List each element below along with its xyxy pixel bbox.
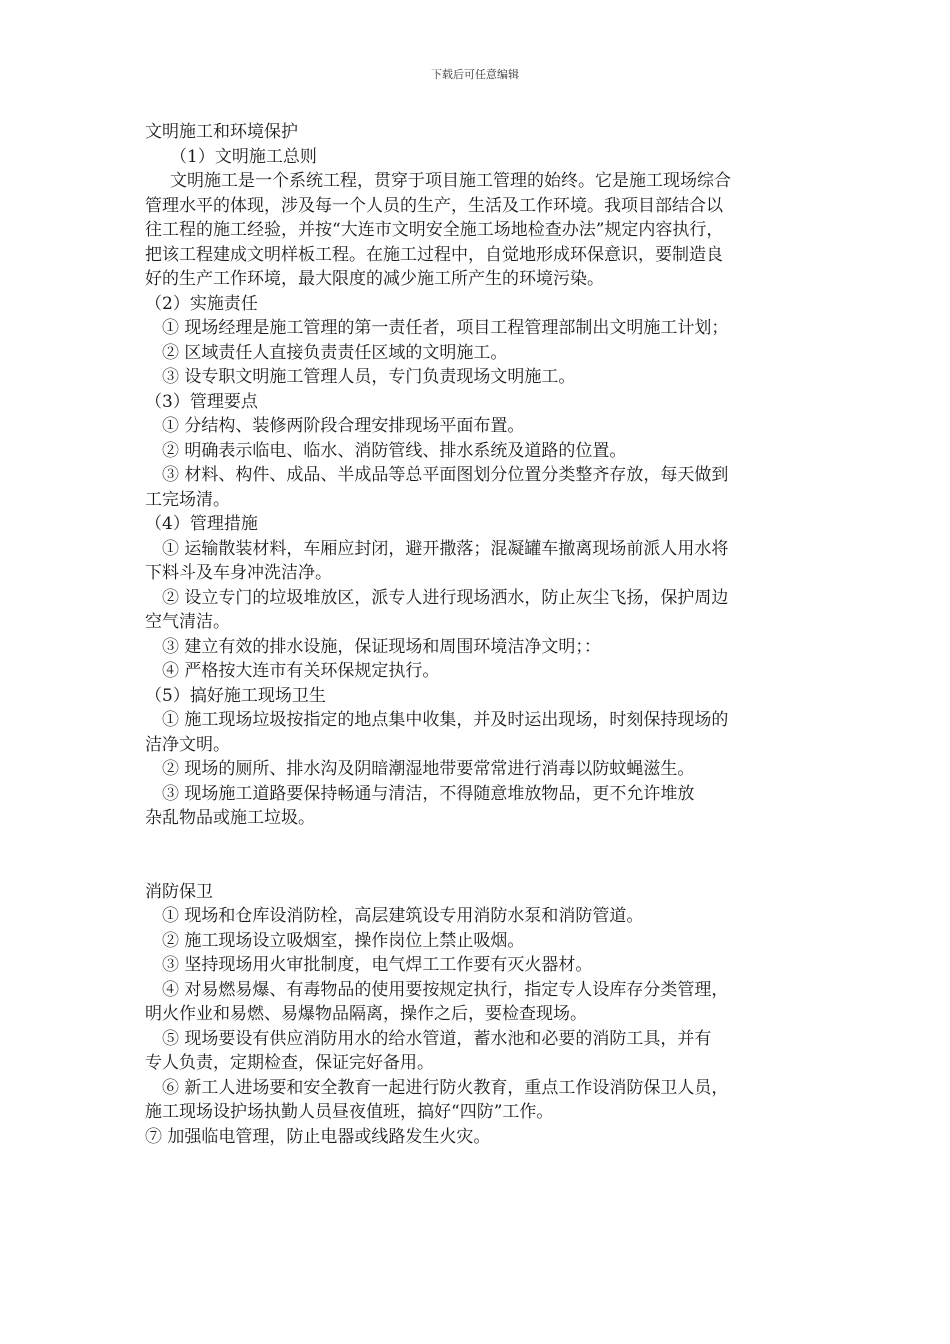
list-item-continuation: 洁净文明。 (145, 734, 230, 755)
list-item: ③ 现场施工道路要保持畅通与清洁，不得随意堆放物品，更不允许堆放 (162, 783, 695, 804)
list-item: ① 分结构、装修两阶段合理安排现场平面布置。 (162, 416, 525, 436)
list-item: ③ 材料、构件、成品、半成品等总平面图划分位置分类整齐存放，每天做到 (162, 465, 729, 485)
paragraph-line: 把该工程建成文明样板工程。在施工过程中，自觉地形成环保意识，要制造良 (145, 244, 723, 265)
subsection-heading: （5）搞好施工现场卫生 (145, 685, 326, 706)
list-item-continuation: 工完场清。 (145, 489, 230, 510)
list-item: ① 现场和仓库设消防栓，高层建筑设专用消防水泵和消防管道。 (162, 906, 644, 926)
list-item: ① 现场经理是施工管理的第一责任者，项目工程管理部制出文明施工计划； (162, 318, 729, 338)
list-item-continuation: 下料斗及车身冲洗洁净。 (145, 563, 332, 583)
list-item: ⑤ 现场要设有供应消防用水的给水管道，蓄水池和必要的消防工具，并有 (162, 1028, 712, 1049)
list-item-continuation: 专人负责，定期检查，保证完好备用。 (145, 1053, 434, 1073)
list-item-continuation: 空气清洁。 (145, 612, 230, 632)
list-item: ③ 建立有效的排水设施，保证现场和周围环境洁净文明；： (162, 636, 601, 657)
list-item: ② 施工现场设立吸烟室，操作岗位上禁止吸烟。 (162, 930, 525, 951)
list-item: ① 运输散装材料，车厢应封闭，避开撒落；混凝罐车撤离现场前派人用水将 (162, 538, 729, 559)
list-item: ③ 设专职文明施工管理人员，专门负责现场文明施工。 (162, 367, 576, 387)
list-item: ⑦ 加强临电管理，防止电器或线路发生火灾。 (145, 1126, 491, 1147)
list-item: ② 明确表示临电、临水、消防管线、排水系统及道路的位置。 (162, 440, 627, 461)
subsection-heading: （4）管理措施 (145, 514, 258, 534)
list-item: ① 施工现场垃圾按指定的地点集中收集，并及时运出现场，时刻保持现场的 (162, 710, 729, 730)
list-item: ④ 严格按大连市有关环保规定执行。 (162, 661, 440, 681)
list-item: ④ 对易燃易爆、有毒物品的使用要按规定执行，指定专人设库存分类管理， (162, 979, 729, 1000)
page-header: 下载后可任意编辑 (431, 68, 519, 81)
section-title: 文明施工和环境保护 (145, 122, 298, 142)
list-item: ③ 坚持现场用火审批制度，电气焊工工作要有灭火器材。 (162, 955, 593, 975)
paragraph-line: 好的生产工作环境，最大限度的减少施工所产生的环境污染。 (145, 269, 604, 289)
list-item: ② 区域责任人直接负责责任区域的文明施工。 (162, 342, 508, 363)
subsection-heading: （3）管理要点 (145, 391, 258, 412)
list-item-continuation: 明火作业和易燃、易爆物品隔离，操作之后，要检查现场。 (145, 1004, 587, 1024)
subsection-heading: （2）实施责任 (145, 293, 258, 314)
section-title: 消防保卫 (145, 881, 213, 902)
list-item: ② 现场的厕所、排水沟及阴暗潮湿地带要常常进行消毒以防蚊蝇滋生。 (162, 759, 695, 779)
subsection-heading: （1）文明施工总则 (170, 146, 317, 167)
list-item: ⑥ 新工人进场要和安全教育一起进行防火教育，重点工作设消防保卫人员， (162, 1077, 729, 1098)
paragraph-line: 管理水平的体现，涉及每一个人员的生产，生活及工作环境。我项目部结合以 (145, 195, 723, 216)
list-item-continuation: 杂乱物品或施工垃圾。 (145, 808, 315, 828)
paragraph-line: 往工程的施工经验，并按“大连市文明安全施工场地检查办法”规定内容执行， (145, 220, 724, 240)
document-body (145, 120, 810, 1149)
list-item: ② 设立专门的垃圾堆放区，派专人进行现场洒水，防止灰尘飞扬，保护周边 (162, 587, 729, 608)
section-spacer (145, 831, 810, 880)
paragraph-line: 文明施工是一个系统工程，贯穿于项目施工管理的始终。它是施工现场综合 (170, 171, 731, 191)
list-item-continuation: 施工现场设护场执勤人员昼夜值班，搞好“四防”工作。 (145, 1102, 554, 1122)
